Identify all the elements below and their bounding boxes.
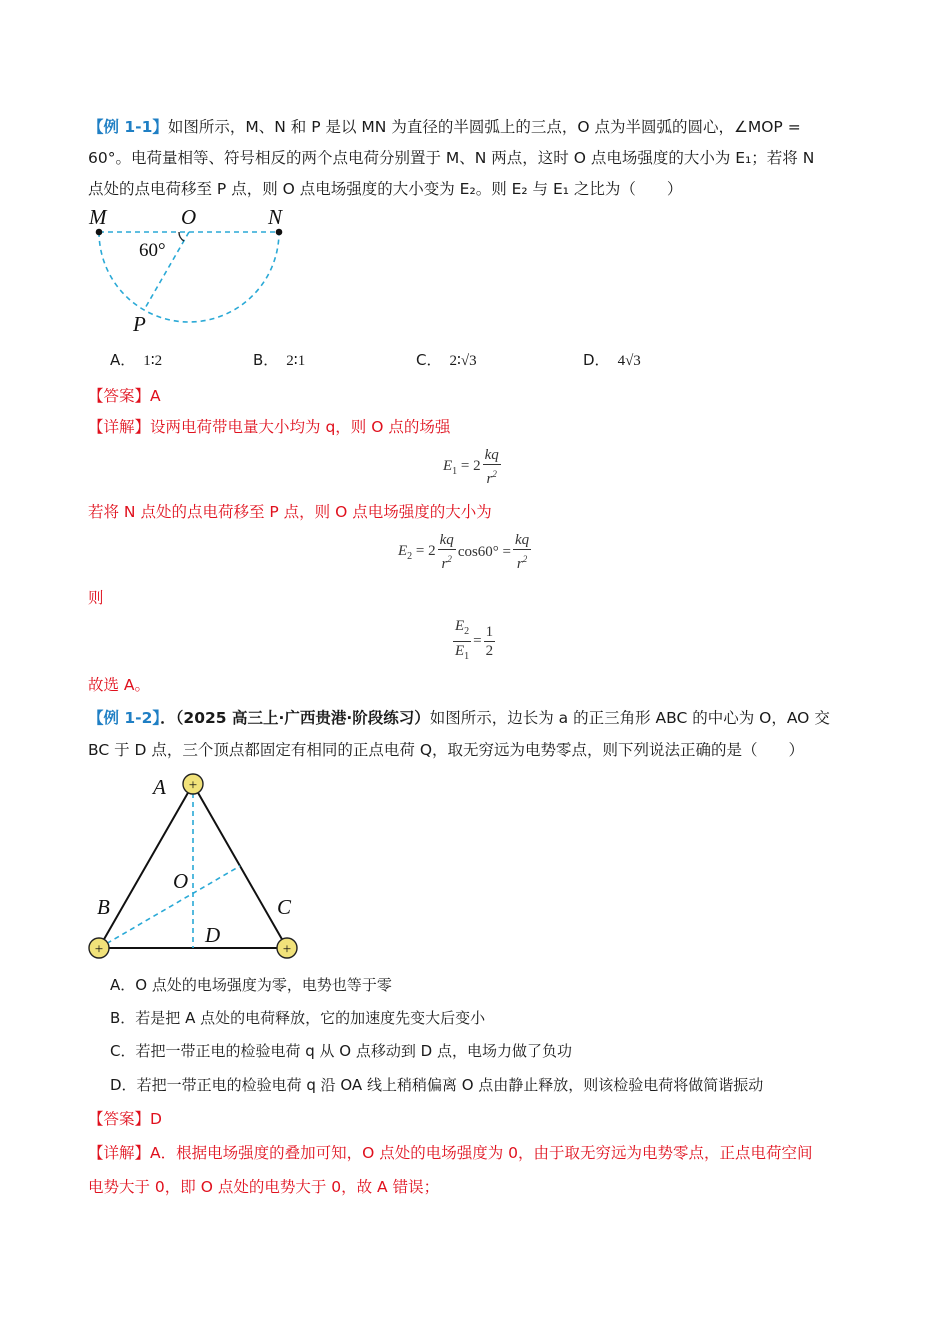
- svg-text:+: +: [282, 941, 292, 958]
- q2-stem-line2: BC 于 D 点，三个顶点都固定有相同的正点电荷 Q，取无穷远为电势零点，则下列说法正确的是（ ）: [88, 741, 805, 759]
- svg-text:+: +: [94, 941, 104, 958]
- q1-detail-line2: 若将 N 点处的点电荷移至 P 点，则 O 点电场强度的大小为: [88, 503, 492, 521]
- q1-option-b[interactable]: B． 2∶1: [253, 351, 306, 369]
- q2-stem-line1: 【例 1-2】．（2025 高三上·广西贵港·阶段练习）如图所示，边长为 a 的正三角形 ABC 的中心为 O，AO 交: [88, 709, 830, 727]
- q1-formula-3: $\frac{E_2}{E_1}$ = $\frac{1}{2}$: [455, 618, 494, 662]
- q2-fig-label-a: A: [153, 775, 166, 799]
- q1-stem-line3: 点处的点电荷移至 P 点，则 O 点电场强度的大小变为 E₂。则 E₂ 与 E₁ 之比为（ ）: [88, 180, 683, 198]
- q1-fig-angle: 60°: [139, 240, 166, 261]
- q2-detail-line2: 电势大于 0，即 O 点处的电势大于 0，故 A 错误；: [88, 1178, 440, 1196]
- q2-fig-label-d: D: [205, 923, 221, 947]
- q2-triangle-figure: [85, 768, 315, 968]
- q2-option-b[interactable]: B．若是把 A 点处的电荷释放，它的加速度先变大后变小: [110, 1009, 486, 1027]
- q1-stem-line1: 【例 1-1】如图所示，M、N 和 P 是以 MN 为直径的半圆弧上的三点，O 点为半圆弧的圆心，∠MOP =: [88, 118, 801, 136]
- charge-a-icon: [183, 774, 203, 794]
- charge-c-icon: [277, 938, 297, 958]
- q1-fig-label-o: O: [181, 205, 197, 229]
- q1-option-a[interactable]: A． 1∶2: [110, 351, 163, 369]
- q1-answer: 【答案】A: [88, 387, 161, 405]
- q2-option-c[interactable]: C．若把一带正电的检验电荷 q 从 O 点移动到 D 点，电场力做了负功: [110, 1042, 572, 1060]
- q2-tag: 【例 1-2】: [88, 709, 161, 727]
- q1-fig-label-m: M: [89, 205, 107, 229]
- charge-b-icon: [89, 938, 109, 958]
- q1-stem-line2: 60°。电荷量相等、符号相反的两个点电荷分别置于 M、N 两点，这时 O 点电场强度的大小为 E₁；若将 N: [88, 149, 815, 167]
- q2-option-a[interactable]: A．O 点处的电场强度为零，电势也等于零: [110, 976, 392, 994]
- q1-fig-label-n: N: [268, 205, 283, 229]
- q1-formula-1: $E_1 = 2$ $\frac{kq}{r^2}$: [443, 447, 499, 487]
- q1-fig-label-p: P: [133, 312, 146, 336]
- q1-formula-2: $E_2 = 2$ $\frac{kq}{r^2}$ cos60° = $\frac{kq}{r^2}$: [398, 532, 530, 572]
- q1-option-d[interactable]: D． 4√3: [583, 351, 641, 369]
- q1-detail-line1: 【详解】设两电荷带电量大小均为 q，则 O 点的场强: [88, 418, 451, 436]
- q1-detail-line3: 则: [88, 589, 104, 607]
- q1-semicircle-figure: [85, 203, 305, 338]
- q1-conclusion: 故选 A。: [88, 676, 151, 694]
- q1-tag: 【例 1-1】: [88, 118, 168, 136]
- q1-option-c[interactable]: C． 2∶√3: [416, 351, 477, 369]
- q2-option-d[interactable]: D．若把一带正电的检验电荷 q 沿 OA 线上稍稍偏离 O 点由静止释放，则该检验电荷将做简谐振动: [110, 1076, 764, 1094]
- q2-fig-label-o: O: [173, 869, 189, 893]
- q2-fig-label-b: B: [97, 895, 110, 919]
- q2-detail-line1: 【详解】A．根据电场强度的叠加可知，O 点处的电场强度为 0，由于取无穷远为电势零点，正点电荷空间: [88, 1144, 813, 1162]
- q2-answer: 【答案】D: [88, 1110, 162, 1128]
- svg-text:+: +: [188, 777, 198, 794]
- q2-fig-label-c: C: [277, 895, 292, 919]
